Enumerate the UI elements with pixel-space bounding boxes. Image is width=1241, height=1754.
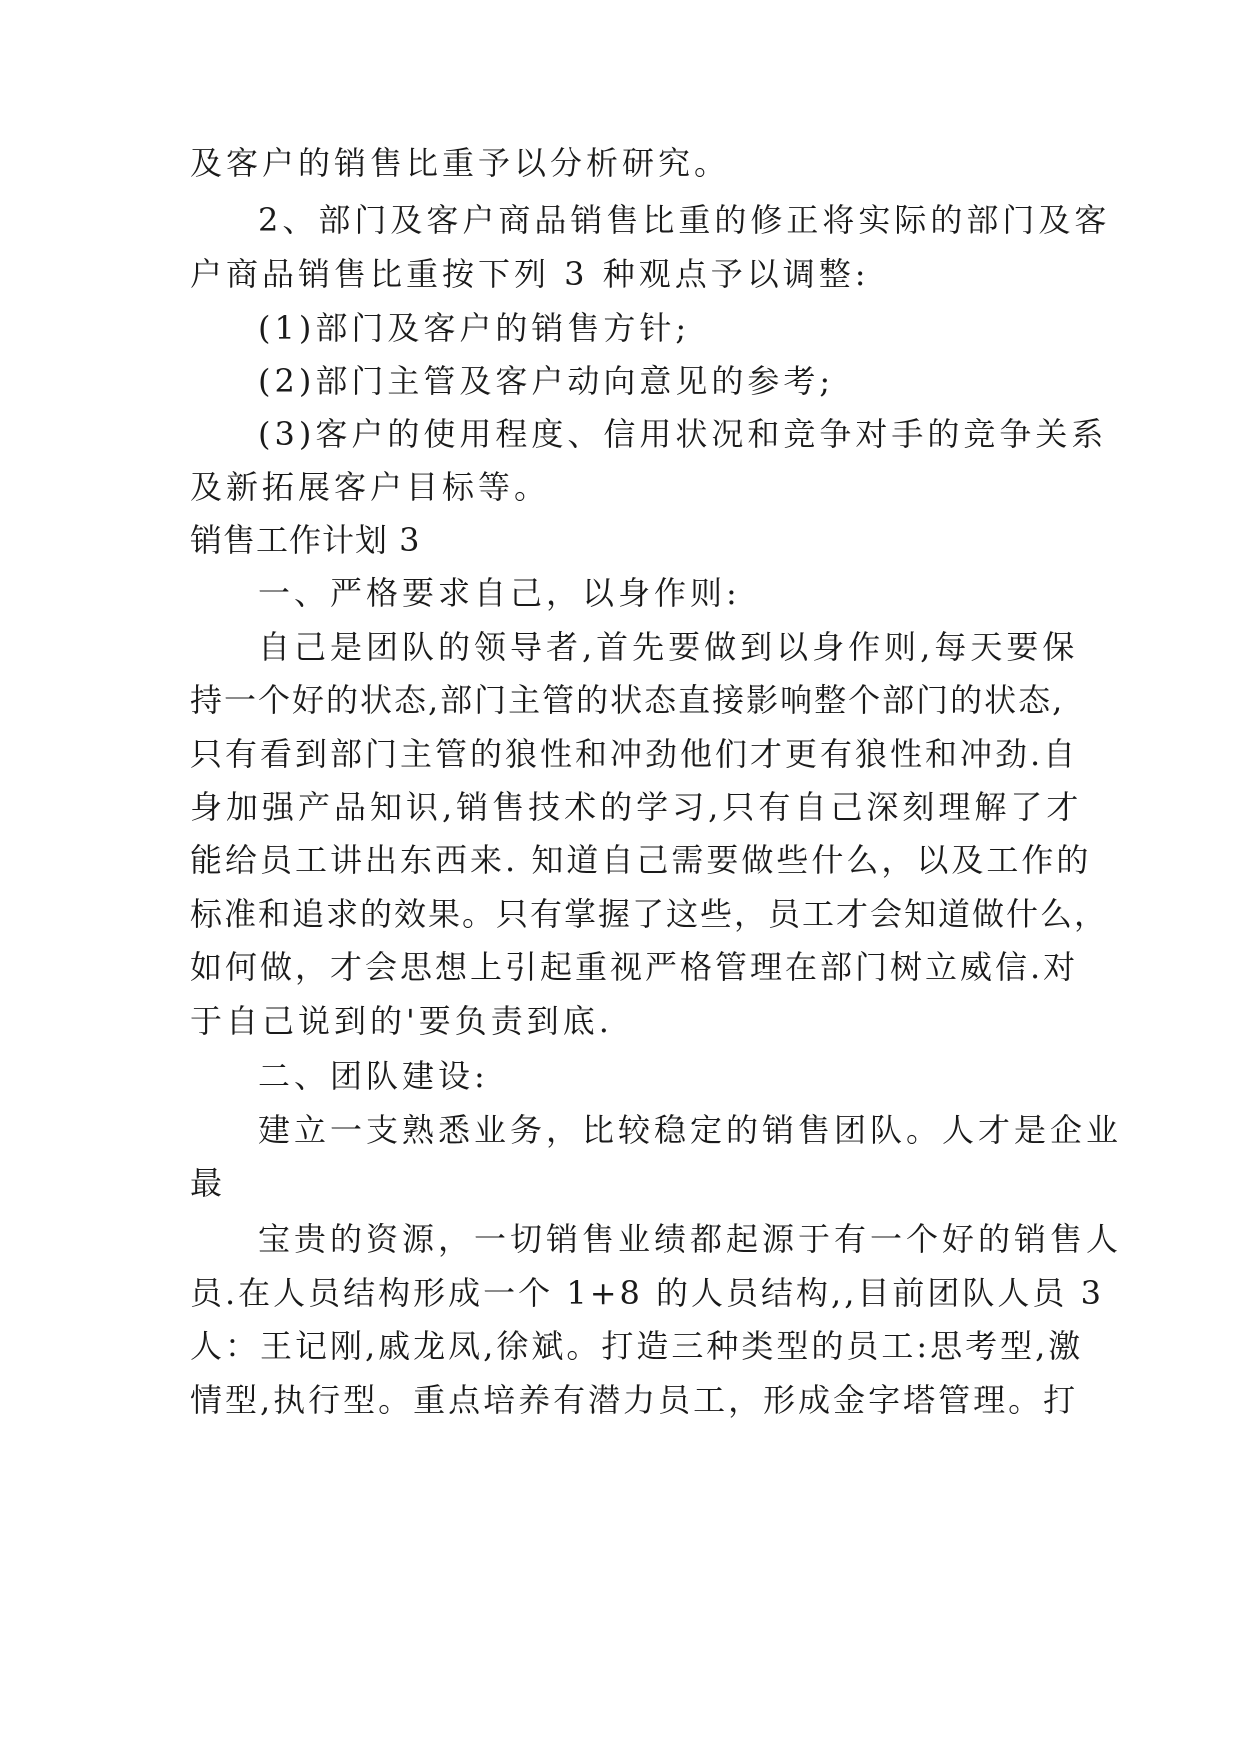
paragraph-line: 能给员工讲出东西来. 知道自己需要做些什么，以及工作的 [190, 841, 1092, 879]
paragraph-line: 人：王记刚,戚龙凤,徐斌。打造三种类型的员工:思考型,激 [190, 1327, 1084, 1365]
paragraph-line: 及新拓展客户目标等。 [190, 468, 551, 506]
paragraph-line: 如何做，才会思想上引起重视严格管理在部门树立威信.对 [190, 948, 1079, 986]
paragraph-line: 员.在人员结构形成一个 1+8 的人员结构,,目前团队人员 3 [190, 1274, 1104, 1312]
subsection-heading: 一、严格要求自己，以身作则: [258, 574, 741, 612]
paragraph-line: 及客户的销售比重予以分析研究。 [190, 144, 731, 182]
paragraph-line: 持一个好的状态,部门主管的状态直接影响整个部门的状态, [190, 681, 1065, 719]
paragraph-line: 自己是团队的领导者,首先要做到以身作则,每天要保 [258, 628, 1079, 666]
list-item: (2)部门主管及客户动向意见的参考; [258, 362, 835, 400]
paragraph-line: 建立一支熟悉业务，比较稳定的销售团队。人才是企业 [258, 1111, 1123, 1149]
paragraph-line: 身加强产品知识,销售技术的学习,只有自己深刻理解了才 [190, 788, 1083, 826]
paragraph-line: 情型,执行型。重点培养有潜力员工，形成金字塔管理。打 [190, 1381, 1079, 1419]
paragraph-line: 2、部门及客户商品销售比重的修正将实际的部门及客 [258, 201, 1111, 239]
paragraph-line: 只有看到部门主管的狼性和冲劲他们才更有狼性和冲劲.自 [190, 735, 1079, 773]
paragraph-line: 宝贵的资源，一切销售业绩都起源于有一个好的销售人 [258, 1220, 1123, 1258]
list-item: (3)客户的使用程度、信用状况和竞争对手的竞争关系 [258, 415, 1108, 453]
paragraph-line: 最 [190, 1164, 227, 1202]
paragraph-line: 户商品销售比重按下列 3 种观点予以调整: [190, 255, 870, 293]
paragraph-line: 标准和追求的效果。只有掌握了这些，员工才会知道做什么， [190, 895, 1109, 933]
paragraph-line: 于自己说到的'要负责到底. [190, 1002, 613, 1040]
subsection-heading: 二、团队建设: [258, 1057, 489, 1095]
section-heading: 销售工作计划 3 [190, 521, 421, 559]
list-item: (1)部门及客户的销售方针; [258, 309, 691, 347]
